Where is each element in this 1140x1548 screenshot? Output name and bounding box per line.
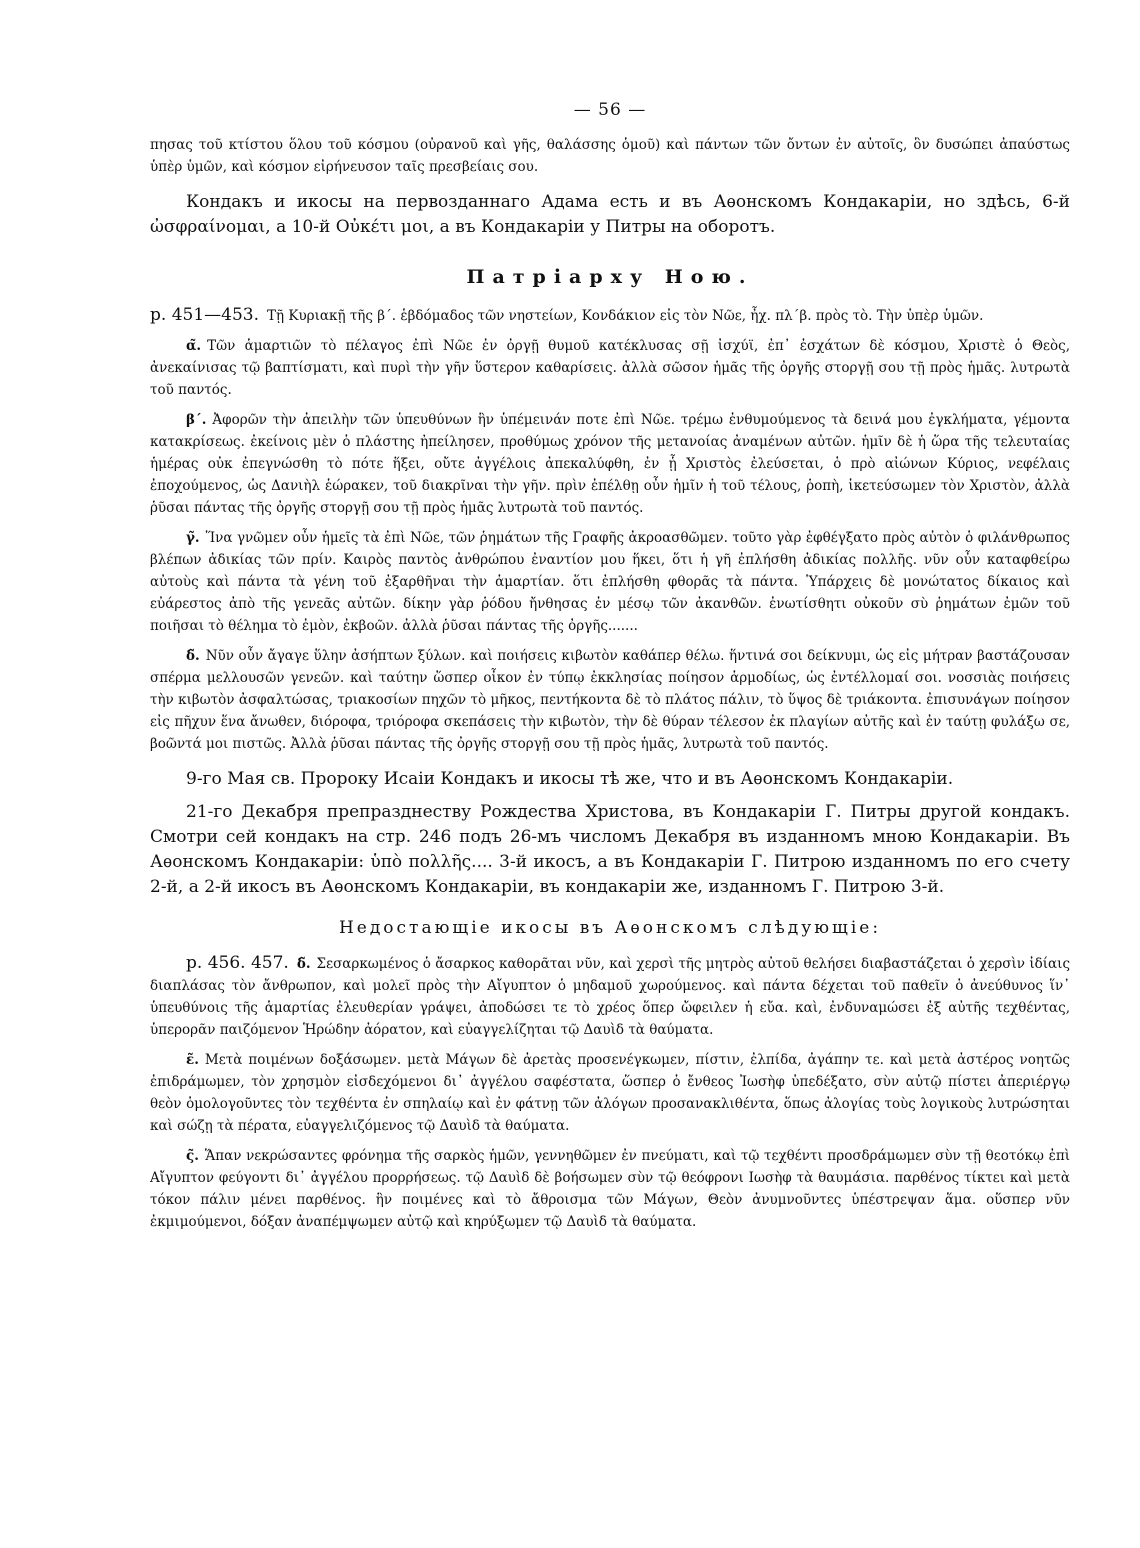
page-number: — 56 — [573,100,647,120]
stanza-mark: α̃. [186,338,202,354]
noah-title-line [150,304,1070,327]
document-page [150,100,1070,1233]
noah-title-greek: Τῇ Κυριακῇ τῆς β΄. ἑβδόμαδος τῶν νηστείων, Κονδάκιον εἰς τὸν Νῶε, ἦχ. πλ΄β. πρὸς τὸ. Τὴν ὑπὲρ ὑμῶν. [267,308,984,324]
missing-stanza [150,952,1070,1041]
stanza-text: Ἅπαν νεκρώσαντες φρόνημα τῆς σαρκὸς ἡμῶν, γεννηθῶμεν ἐν πνεύματι, καὶ τῷ τεχθέντι προσδράμωμεν σὺν τῇ θεοτόκῳ ἐπὶ Αἴγυπτον φεύγοντι δι᾽ ἀγγέλου προρρήσεως. τῷ Δαυὶδ δὲ βοήσωμεν σὺν τῷ θεόφρονι Ιωσὴφ τὰ θαυμάσια. παρθένος τίκτει καὶ μετὰ τόκον πάλιν μένει παρθένος. ἣν ποιμένες καὶ τὸ ἄθροισμα τῶν Μάγων, Θεὸν ἀνυμνοῦντες ὑπέστρεψαν ἅμα. οὕσπερ νῦν ἐκμιμούμενοι, δόξαν ἀναπέμψωμεν αὐτῷ καὶ κηρύξωμεν τῷ Δαυὶδ τὰ θαύματα. [150,1148,1070,1230]
stanza-text: Τῶν ἁμαρτιῶν τὸ πέλαγος ἐπὶ Νῶε ἐν ὀργῇ θυμοῦ κατέκλυσας σῇ ἰσχύϊ, ἐπ᾽ ἐσχάτων δὲ κόσμου, Χριστὲ ὁ Θεὸς, ἀνεκαίνισας τῷ βαπτίσματι, καὶ πυρὶ τὴν γῆν ὕστερον καθαρίσεις. ἀλλὰ σῶσον ἡμᾶς τῆς ὀργῆς στοργῇ σου τῇ πρὸς ἡμᾶς. λυτρωτὰ τοῦ παντός. [150,338,1070,398]
stanza-text: Σεσαρκωμένος ὁ ἄσαρκος καθορᾶται νῦν, καὶ χερσὶ τῆς μητρὸς αὐτοῦ θελήσει διαβαστάζεται ὁ χερσὶν ἰδίαις διαπλάσας τὸν ἄνθρωπον, καὶ μολεῖ πρὸς τὴν Αἴγυπτον ὁ μηδαμοῦ χωρούμενος. καὶ πάντα δέχεται τοῦ παθεῖν ὁ ἀνεύθυνος ἵν᾽ ὑπευθύνοις τῆς ἁμαρτίας ἐλευθερίαν γράψει, ἀποδώσει τε τὸ χρέος ὅπερ ὤφειλεν ἡ εὔα. καὶ, ἐνδυναμώσει ἐξ αὐτῆς τεχθέντας, ὑπερορᾶν παιζόμενον Ἡρώδην ἀόρατον, καὶ εὐαγγελίζηται τῷ Δαυὶδ τὰ θαύματα. [150,956,1071,1038]
stanza-text: Ἵνα γνῶμεν οὖν ἡμεῖς τὰ ἐπὶ Νῶε, τῶν ῥημάτων τῆς Γραφῆς ἀκροασθῶμεν. τοῦτο γὰρ ἐφθέγξατο πρὸς αὐτὸν ὁ φιλάνθρωπος βλέπων ἀδικίας τῶν πρίν. Καιρὸς παντὸς ἀνθρώπου ἐναντίον μου ἥκει, ὅτι ἡ γῆ ἐπλήσθη ἀδικίας πολλῆς. νῦν οὖν καταφθείρω αὐτοὺς καὶ πάντα τὰ γένη τοῦ ἐξαρθῆναι τὴν ἁμαρτίαν. ὅτι ἐπλήσθη φθορᾶς τὰ πάντα. Ὑπάρχεις δὲ μονώτατος δίκαιος καὶ εὐάρεστος ἀπὸ τῆς γενεᾶς αὐτῶν. δίκην γὰρ ῥόδου ἤνθησας ἐν μέσῳ τῶν ἀκανθῶν. ἐνωτίσθητι οὐκοῦν σὺ ῥημάτων ἐμῶν τοῦ ποιῆσαι τὸ θέλημα τὸ ἐμὸν, ἐκβοῶν. ἀλλὰ ῥῦσαι πάντας τῆς ὀργῆς....... [150,530,1070,634]
noah-stanza [150,409,1070,519]
note-december: 21-го Декабря препразднеству Рождества Христова, въ Кондакаріи Г. Питры другой кондакъ. Смотри сей кондакъ на стр. 246 подъ 26-мъ числомъ Декабря въ изданномъ мною Кондакаріи. Въ Аѳонскомъ Кондакаріи: ὑπὸ πολλῆς.... 3-й икосъ, а въ Кондакаріи Г. Питрою изданномъ по его счету 2-й, а 2-й икосъ въ Аѳонскомъ Кондакаріи, въ кондакаріи же, изданномъ Г. Питрою 3-й. [150,802,1070,897]
missing-stanza [150,1049,1070,1137]
stanza-mark: ε̃. [186,1052,199,1068]
noah-stanza [150,527,1070,637]
noah-page-ref: р. 451—453. [150,305,259,325]
intro-greek-text: πησας τοῦ κτίστου ὅλου τοῦ κόσμου (οὐρανοῦ καὶ γῆς, θαλάσσης ὁμοῦ) καὶ πάντων τῶν ὄντων ἐν αὐτοῖς, ὃν δυσώπει ἀπαύστως ὑπὲρ ὑμῶν, καὶ κόσμον εἰρήνευσον ταῖς πρεσβείαις σου. [150,137,1070,175]
stanza-text: Ἀφορῶν τὴν ἀπειλὴν τῶν ὑπευθύνων ἣν ὑπέμεινάν ποτε ἐπὶ Νῶε. τρέμω ἐνθυμούμενος τὰ δεινά μου ἐγκλήματα, γέμοντα κατακρίσεως. ἐκείνοις μὲν ὁ πλάστης ἠπείλησεν, προθύμως χρόνον τῆς μετανοίας ἀναμένων αὐτῶν. ἡμῖν δὲ ἡ ὥρα τῆς τελευταίας ἡμέρας οὐκ ἐπεγνώσθη τὸ πότε ἥξει, οὔτε ἀγγέλοις ἀπεκαλύφθη, ἐν ᾗ Χριστὸς ἐλεύσεται, ὁ πρὸ αἰώνων Κύριος, νεφέλαις ἐποχούμενος, ὡς Δανιὴλ ἑώρακεν, τοῦ διακρῖναι τὴν γῆν. πρὶν ἐπέλθῃ οὖν ἡμῖν ἡ τοῦ τέλους, ῥοπὴ, ἱκετεύσωμεν τὸν Χριστὸν, ἀλλὰ ῥῦσαι πάντας τῆς ὀργῆς στοργῇ σου τῇ πρὸς ἡμᾶς λυτρωτὰ τοῦ παντός. [150,412,1070,516]
missing-stanza [150,1145,1070,1233]
note-adam: Кондакъ и икосы на первозданнаго Адама есть и въ Аѳонскомъ Кондакаріи, но здѣсь, 6-й ὠσφραίνομαι, а 10-й Οὐκέτι μοι, а въ Кондакаріи у Питры на оборотъ. [150,192,1070,237]
stanza-mark: δ̃. [296,956,311,972]
stanza-mark: δ̃. [186,648,200,664]
note-isaiah: 9-го Мая св. Пророку Исаіи Кондакъ и икосы тѣ же, что и въ Аѳонскомъ Кондакаріи. [186,769,954,789]
noah-stanza [150,645,1070,755]
stanza-mark: ς̃. [186,1148,199,1164]
stanza-mark: γ̃. [186,530,200,546]
subheading-missing-ikos: Недостающіе икосы въ Аѳонскомъ слѣдующіе: [338,918,882,938]
stanza-text: Νῦν οὖν ἄγαγε ὕλην ἀσήπτων ξύλων. καὶ ποιήσεις κιβωτὸν καθάπερ θέλω. ἥντινά σοι δείκνυμι, ὡς εἰς μήτραν βαστάζουσαν σπέρμα μελλουσῶν γενεῶν. καὶ ταύτην ὥσπερ οἶκον ἐν τύπῳ ἐκκλησίας ποίησον ἁρμοδίως, ὡς ἐντέλλομαί σοι. νοσσιὰς ποιήσεις τὴν κιβωτὸν ἀσφαλτώσας, τριακοσίων πηχῶν τὸ μῆκος, πεντήκοντα δὲ τὸ πλάτος πάλιν, τὸ ὕψος δὲ τριάκοντα. ἐπισυνάγων ποίησον εἰς πῆχυν ἕνα ἄνωθεν, διόροφα, τριόροφα σκεπάσεις τὴν κιβωτὸν, τὴν δὲ θύραν τέλεσον ἐκ πλαγίων αὐτῆς καὶ ἐν ταύτῃ φυλάξω σε, βοῶντά μοι πιστῶς. Ἀλλὰ ῥῦσαι πάντας τῆς ὀργῆς στοργῇ σου τῇ πρὸς ἡμᾶς, λυτρωτὰ τοῦ παντός. [150,648,1070,752]
stanza-text: Μετὰ ποιμένων δοξάσωμεν. μετὰ Μάγων δὲ ἀρετὰς προσενέγκωμεν, πίστιν, ἐλπίδα, ἀγάπην τε. καὶ μετὰ ἀστέρος νοητῶς ἐπιδράμωμεν, τὸν χρησμὸν εἰσδεχόμενοι δι᾽ ἀγγέλου σαφέστατα, ὥσπερ ὁ ἔνθεος Ἰωσὴφ ὑπεδέξατο, σὺν αὐτῷ πίστει ἀπεριέργῳ θεὸν ὁμολογοῦντες τὸν τεχθέντα ἐν σπηλαίῳ καὶ ἐν φάτνῃ τῶν ἀλόγων προσανακλιθέντα, ὅπως ἀλογίας τοὺς λογικοὺς λυτρώσηται καὶ σώζῃ τὰ πέρατα, εὐαγγελιζόμενος τῷ Δαυὶδ τὰ θαύματα. [150,1052,1070,1134]
stanza-mark: β΄. [186,412,207,428]
noah-stanza [150,335,1070,401]
section-heading: Патріарху Ною. [466,266,754,288]
missing-page-ref: р. 456. 457. [186,953,289,973]
